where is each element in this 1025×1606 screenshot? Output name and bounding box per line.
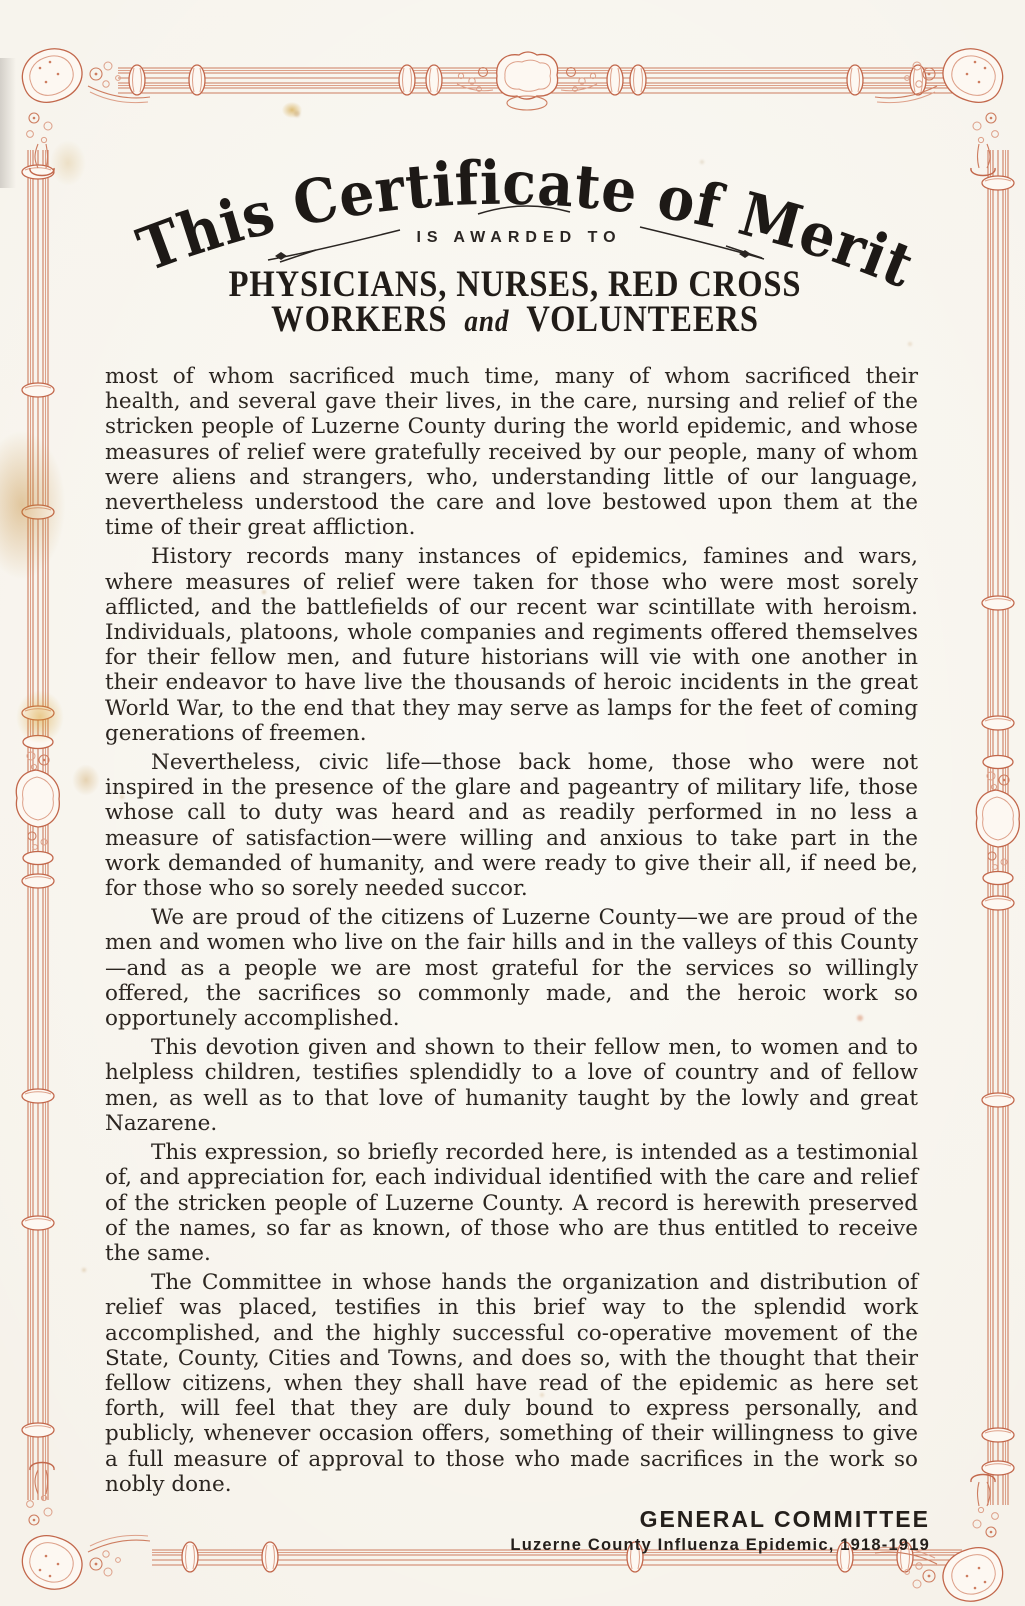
recipients-line-2: [271, 298, 759, 339]
paragraph-7: The Committee in whose hands the organization and distribution of relief was placed, testifies in this brief way to the splendid work accomplished, and the highly successful co-operative movement of the State, County, Cities and Towns, and does so, with the thought that their fellow citizens, when they shall have read of the epidemic as here set forth, will feel that they are duly bound to express personally, and publicly, whenever occasion offers, something of their willingness to give a full measure of approval to those who made sacrifices in the work so nobly done.: [105, 1270, 918, 1497]
recipients-line2-workers: WORKERS: [271, 298, 448, 340]
arched-title: This Certificate of Merit: [129, 148, 926, 304]
recipients-line2-and: and: [464, 304, 510, 339]
paragraph-4: We are proud of the citizens of Luzerne County—we are proud of the men and women who live on the fair hills and in the valleys of this County—and as a people we are most grateful for the services so willingly offered, the sacrifices so commonly made, and the heroic work so opportunely accomplished.: [105, 905, 918, 1032]
paragraph-2: History records many instances of epidemics, famines and wars, where measures of relief were taken for those who were most sorely afflicted, and the battlefields of our recent war scintillate with heroism. Individuals, platoons, whole companies and regiments offered themselves for their fellow men, and future historians will vie with one another in their endeavor to have live the thousands of heroic incidents in the great World War, to the end that they may serve as lamps for the feet of coming generations of freemen.: [105, 544, 918, 746]
awarded-to-line: IS AWARDED TO: [416, 229, 622, 246]
signature-block: [105, 1506, 930, 1556]
recipients-line-1: PHYSICIANS, NURSES, RED CROSS: [228, 263, 802, 305]
paragraph-3: Nevertheless, civic life—those back home, those who were not inspired in the presence of the glare and pageantry of military life, those whose call to duty was heard and as readily performed in no less a measure of satisfaction—were willing and anxious to take part in the work demanded of humanity, and were ready to give their all, if need be, for those who so sorely needed succor.: [105, 750, 918, 902]
recipients-line2-volunteers: VOLUNTEERS: [526, 298, 759, 340]
committee-name: GENERAL COMMITTEE: [639, 1505, 930, 1532]
certificate-body: [105, 364, 930, 1556]
certificate-header: [0, 0, 1025, 360]
paragraph-6: This expression, so briefly recorded here, is intended as a testimonial of, and appreciation for, each individual identified with the care and relief of the stricken people of Luzerne County. A record is herewith preserved of the names, so far as known, of those who are thus entitled to receive the same.: [105, 1140, 918, 1266]
committee-subline: Luzerne County Influenza Epidemic, 1918-1919: [510, 1535, 930, 1554]
paragraph-1: most of whom sacrificed much time, many of whom sacrificed their health, and several gave their lives, in the care, nursing and relief of the stricken people of Luzerne County during the world epidemic, and whose measures of relief were gratefully received by our people, many of whom were aliens and strangers, who, understanding little of our language, nevertheless understood the care and love bestowed upon them at the time of their great affliction.: [105, 364, 918, 541]
paragraph-5: This devotion given and shown to their fellow men, to women and to helpless children, testifies splendidly to a love of country and of fellow men, as well as to that love of humanity taught by the lowly and great Nazarene.: [105, 1035, 918, 1136]
